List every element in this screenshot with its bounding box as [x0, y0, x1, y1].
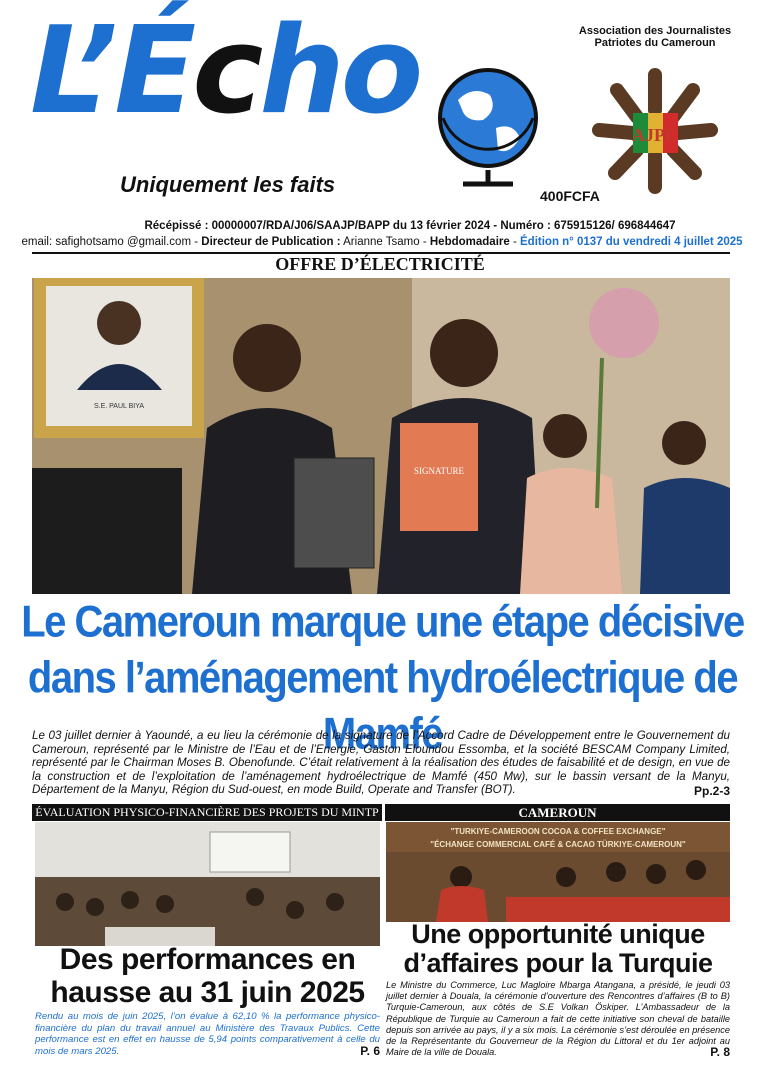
tagline: Uniquement les faits [120, 172, 336, 197]
main-headline[interactable]: Le Cameroun marque une étape décisive dans l’aménagement hydroélectrique de Mamfé [21, 597, 744, 759]
left-story-page-ref[interactable]: P. 6 [360, 1043, 380, 1058]
forum-banner-line2: "ÉCHANGE COMMERCIAL CAFÉ & CACAO TÜRKIYE-CAMEROUN" [430, 840, 686, 849]
registration-line: Récépissé : 00000007/RDA/J06/SAAJP/BAPP du 13 février 2024 - Numéro : 675915126/ 696844647 [144, 220, 676, 232]
right-story-page-ref[interactable]: P. 8 [710, 1045, 730, 1060]
left-story-body: Rendu au mois de juin 2025, l’on évalue à 62,10 % la performance physico-financière du plan du travail annuel au Ministère des Travaux Publics. Cette performance est en effet en hausse de 5,94 points comparativement à celle du mois de mars 2025. [35, 1011, 380, 1057]
right-story-body: Le Ministre du Commerce, Luc Magloire Mbarga Atangana, a présidé, le jeudi 03 juillet dernier à Douala, la cérémonie d’ouverture des Rencontres d’affaires (B to B) Turquie-Cameroun, aux côtés de S.E Volkan Öskiper. L’Ambassadeur de la République de Turquie au Cameroun a fait de cette initiative son cheval de bataille depuis son arrivée au pays, il y a six mois. La cérémonie s’est déroulée en présence de la Représentante du Gouverneur de la Région du Littoral et du 1er adjoint au Maire de la ville de Douala. [386, 980, 730, 1058]
frequency: Hebdomadaire [429, 236, 510, 248]
newspaper-logo [30, 2, 420, 141]
left-story-headline[interactable]: Des performances en hausse au 31 juin 2025 [50, 943, 365, 1009]
logo-text-part: c [192, 2, 260, 141]
portrait-plaque: S.E. PAUL BIYA [93, 403, 145, 410]
logo-text-part: ho [259, 2, 420, 141]
left-story-rubric: ÉVALUATION PHYSICO-FINANCIÈRE DES PROJETS DU MINTP [32, 804, 382, 821]
left-story-text [35, 1011, 380, 1057]
meeting-room-image [35, 822, 380, 946]
right-story-headline[interactable]: Une opportunité unique d’affaires pour la Turquie [403, 919, 713, 978]
left-story-photo [35, 822, 380, 946]
right-story-text [386, 980, 730, 1058]
right-story-photo [386, 822, 730, 922]
director-name: Arianne Tsamo [343, 236, 420, 248]
main-photo [32, 278, 730, 594]
contact-line: email: safighotsamo @gmail.com - Directeur de Publication : Arianne Tsamo - Hebdomadaire - Édition n° 0137 du vendredi 4 juillet 2025 [21, 236, 743, 248]
section-rubric: OFFRE D’ÉLECTRICITÉ [275, 254, 485, 274]
association-name: Association des Journalistes Patriotes du Cameroun [578, 25, 732, 49]
edition-info: Édition n° 0137 du vendredi 4 juillet 2025 [520, 236, 743, 248]
main-lead-text: Le 03 juillet dernier à Yaoundé, a eu lieu la cérémonie de la signature de l’Accord Cadre de Développement entre le Gouvernement du Cameroun, représenté par le Ministre de l’Eau et de l’Energie, Gaston Eloundou Essomba, et la société BESCAM Company Limited, représenté par le Chairman Moses B. Obenofunde. C’était relativement à la réalisation des études de faisabilité et de design, en vue de la construction et de l’exploitation de l’aménagement hydroélectrique de Mamfé (450 Mw), sur le bassin versant de la Manyu, Département de la Manyu, Région du Sud-ouest, en mode Build, Operate and Transfer (BOT). [32, 729, 730, 797]
main-lead [32, 729, 730, 797]
signing-ceremony-image [32, 278, 730, 594]
globe-icon [428, 60, 553, 190]
email-address[interactable]: safighotsamo @gmail.com [55, 236, 192, 248]
price: 400FCFA [540, 188, 600, 204]
right-story-rubric: CAMEROUN [385, 804, 730, 821]
logo-text-part: L’É [30, 2, 193, 141]
business-forum-image [386, 822, 730, 922]
director-label: Directeur de Publication : [201, 236, 341, 248]
association-badge: AJPC [632, 125, 678, 145]
association-emblem [583, 55, 728, 205]
page-reference[interactable]: Pp.2-3 [693, 784, 730, 799]
book-title: SIGNATURE [413, 466, 465, 476]
email-label: email: [21, 236, 53, 248]
forum-banner-line1: "TURKIYE-CAMEROON COCOA & COFFEE EXCHANGE" [450, 827, 666, 836]
